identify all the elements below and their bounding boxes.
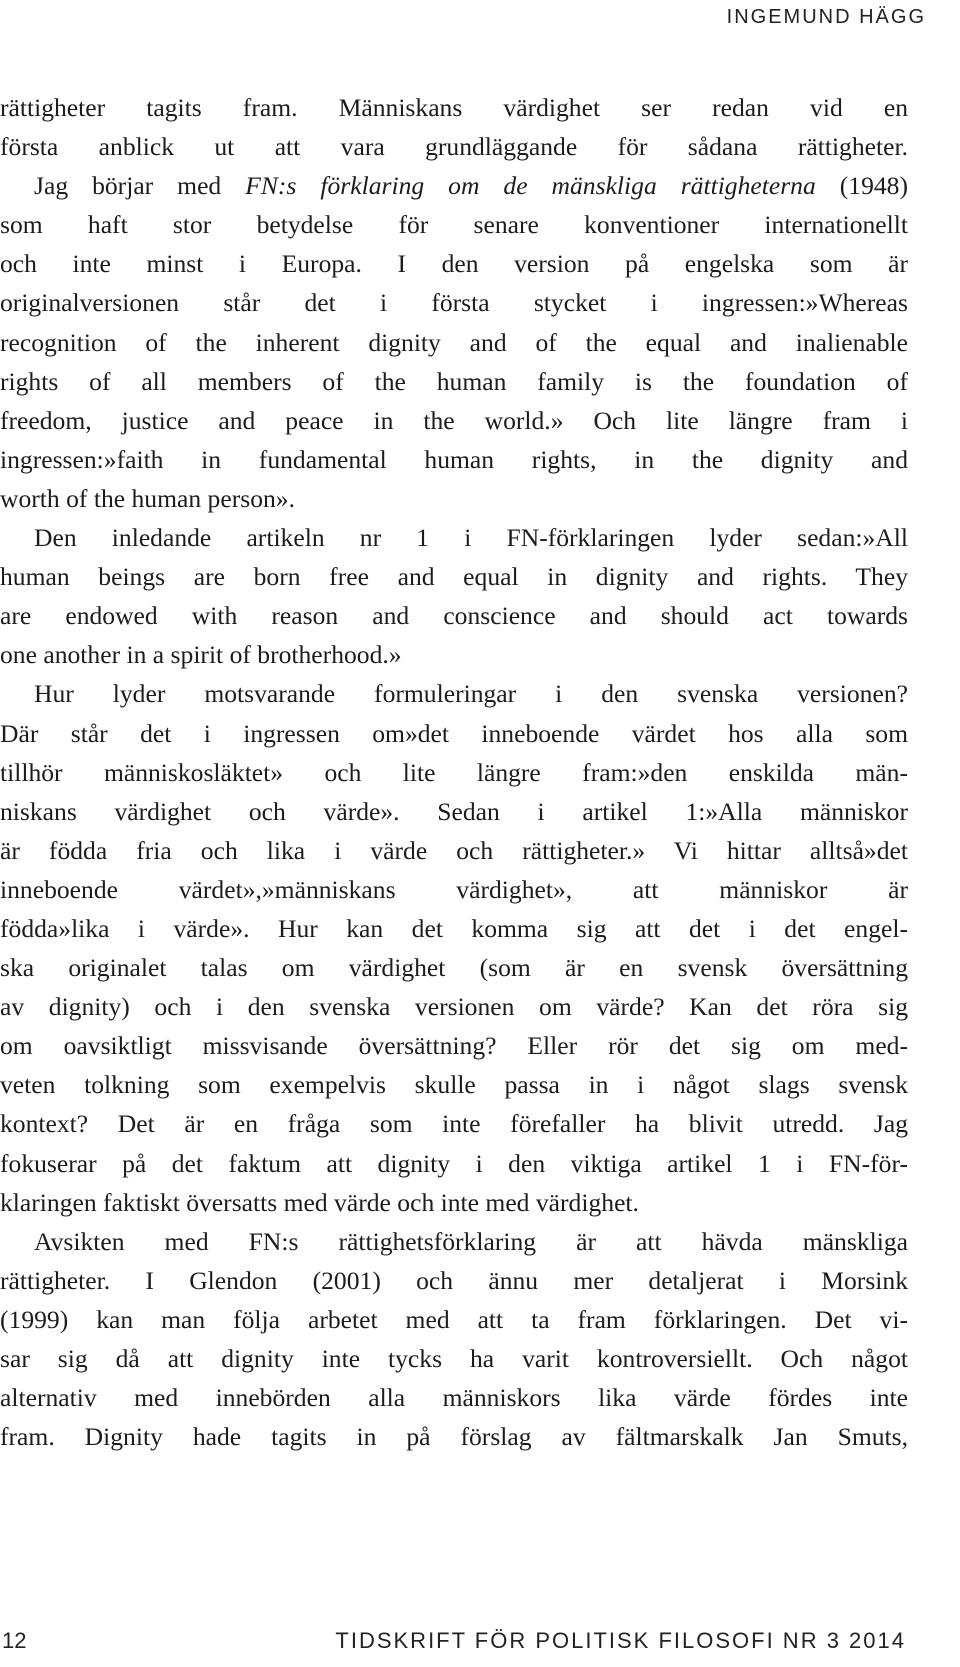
text-line: är födda fria och lika i värde och rättigheter.» Vi hittar alltså»det: [0, 835, 908, 865]
text-fragment: Jag börjar med: [34, 171, 246, 201]
text-line: ingressen:»faith in fundamental human rights, in the dignity and: [0, 444, 908, 474]
text-line: Hur lyder motsvarande formuleringar i den svenska versionen?: [34, 679, 908, 709]
text-line: födda»lika i värde». Hur kan det komma sig att det i det engel-: [0, 913, 908, 943]
text-line: niskans värdighet och värde». Sedan i artikel 1:»Alla människor: [0, 796, 908, 826]
text-line: och inte minst i Europa. I den version på engelska som är: [0, 249, 908, 279]
text-fragment: (1948): [815, 171, 908, 201]
text-line: Där står det i ingressen om»det inneboende värdet hos alla som: [0, 718, 908, 748]
text-line: rättigheter tagits fram. Människans värdighet ser redan vid en: [0, 93, 908, 122]
running-header-author: INGEMUND HÄGG: [726, 6, 926, 28]
text-line: (1999) kan man följa arbetet med att ta fram förklaringen. Det vi-: [0, 1304, 908, 1334]
text-line: originalversionen står det i första stycket i ingressen:»Whereas: [0, 288, 908, 318]
declaration-title: FN:s förklaring om de mänskliga rättigheterna: [245, 171, 816, 201]
text-line: freedom, justice and peace in the world.» Och lite längre fram i: [0, 405, 908, 435]
text-line: fokuserar på det faktum att dignity i den viktiga artikel 1 i FN-för-: [0, 1148, 908, 1178]
text-line: om oavsiktligt missvisande översättning? Eller rör det sig om med-: [0, 1031, 908, 1061]
text-line: klaringen faktiskt översatts med värde och inte med värdighet.: [0, 1187, 639, 1217]
text-line: sar sig då att dignity inte tycks ha varit kontroversiellt. Och något: [0, 1344, 908, 1373]
text-line: Avsikten med FN:s rättighetsförklaring är att hävda mänskliga: [34, 1226, 908, 1256]
text-line: kontext? Det är en fråga som inte förefaller ha blivit utredd. Jag: [0, 1109, 908, 1139]
body-text: [0, 88, 908, 1456]
text-line: rights of all members of the human family is the foundation of: [0, 366, 908, 396]
text-line: av dignity) och i den svenska versionen om värde? Kan det röra sig: [0, 992, 908, 1022]
journal-footer: TIDSKRIFT FÖR POLITISK FILOSOFI NR 3 2014: [335, 1628, 906, 1653]
text-line-with-title: [0, 166, 908, 205]
text-line: inneboende värdet»,»människans värdighet», att människor är: [0, 874, 908, 904]
text-line: fram. Dignity hade tagits in på förslag av fältmarskalk Jan Smuts,: [0, 1422, 908, 1452]
text-line: alternativ med innebörden alla människors lika värde fördes inte: [0, 1383, 908, 1413]
text-line: human beings are born free and equal in dignity and rights. They: [0, 562, 908, 592]
text-line: worth of the human person».: [0, 483, 295, 513]
text-line: första anblick ut att vara grundläggande för sådana rättigheter.: [0, 132, 908, 162]
text-line: rättigheter. I Glendon (2001) och ännu mer detaljerat i Morsink: [0, 1265, 908, 1295]
text-line: veten tolkning som exempelvis skulle passa in i något slags svensk: [0, 1070, 908, 1100]
text-line: are endowed with reason and conscience and should act towards: [0, 601, 908, 631]
text-line: tillhör människosläktet» och lite längre fram:»den enskilda män-: [0, 757, 908, 787]
text-line: ska originalet talas om värdighet (som är en svensk översättning: [0, 953, 908, 983]
text-line: Den inledande artikeln nr 1 i FN-förklaringen lyder sedan:»All: [34, 523, 908, 553]
text-line: one another in a spirit of brotherhood.»: [0, 640, 402, 670]
text-line: recognition of the inherent dignity and of the equal and inalienable: [0, 327, 908, 357]
page-number: 12: [2, 1628, 27, 1653]
text-line: som haft stor betydelse för senare konventioner internationellt: [0, 210, 908, 240]
